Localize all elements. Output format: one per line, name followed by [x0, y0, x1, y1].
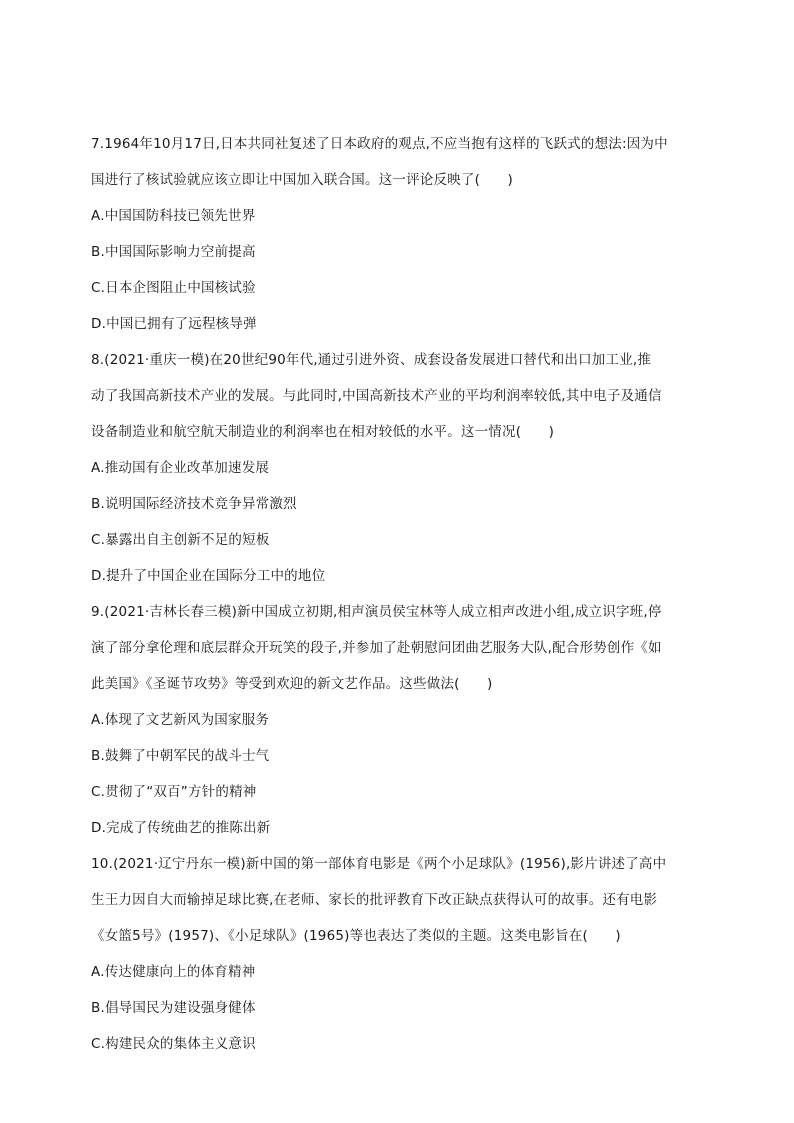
stem-line: 此美国》《圣诞节攻势》等受到欢迎的新文艺作品。这些做法( ) — [91, 676, 493, 692]
question-10 — [91, 846, 704, 1062]
option-a: A.中国国防科技已领先世界 — [91, 208, 256, 224]
stem-line: 国进行了核试验就应该立即让中国加入联合国。这一评论反映了( ) — [91, 172, 513, 188]
question-stem — [91, 846, 704, 954]
stem-line: 演了部分拿伦理和底层群众开玩笑的段子,并参加了赴朝慰问团曲艺服务大队,配合形势创作《如 — [91, 640, 662, 656]
option-c: C.暴露出自主创新不足的短板 — [91, 532, 270, 548]
option-d: D.完成了传统曲艺的推陈出新 — [91, 820, 271, 836]
question-stem — [91, 342, 704, 450]
option-a: A.传达健康向上的体育精神 — [91, 964, 256, 980]
stem-line: 9.(2021·吉林长春三模)新中国成立初期,相声演员侯宝林等人成立相声改进小组,成立识字班,停 — [91, 604, 662, 620]
question-8 — [91, 342, 704, 594]
option-b: B.鼓舞了中朝军民的战斗士气 — [91, 748, 270, 764]
option-c: C.贯彻了“双百”方针的精神 — [91, 784, 257, 800]
question-stem — [91, 594, 704, 702]
question-stem — [91, 126, 704, 198]
stem-line: 8.(2021·重庆一模)在20世纪90年代,通过引进外资、成套设备发展进口替代和出口加工业,推 — [91, 352, 652, 368]
option-c: C.构建民众的集体主义意识 — [91, 1036, 256, 1052]
stem-line: 7.1964年10月17日,日本共同社复述了日本政府的观点,不应当抱有这样的飞跃式的想法:因为中 — [91, 136, 668, 152]
option-d: D.提升了中国企业在国际分工中的地位 — [91, 568, 326, 584]
option-b: B.中国国际影响力空前提高 — [91, 244, 256, 260]
option-d: D.中国已拥有了远程核导弹 — [91, 316, 257, 332]
option-c: C.日本企图阻止中国核试验 — [91, 280, 256, 296]
option-a: A.推动国有企业改革加速发展 — [91, 460, 270, 476]
stem-line: 设备制造业和航空航天制造业的利润率也在相对较低的水平。这一情况( ) — [91, 424, 555, 440]
stem-line: 10.(2021·辽宁丹东一模)新中国的第一部体育电影是《两个小足球队》(1956),影片讲述了高中 — [91, 856, 667, 872]
question-9 — [91, 594, 704, 846]
stem-line: 《女篮5号》(1957)、《小足球队》(1965)等也表达了类似的主题。这类电影旨在( ) — [91, 928, 621, 944]
stem-line: 生王力因自大而输掉足球比赛,在老师、家长的批评教育下改正缺点获得认可的故事。还有电影 — [91, 892, 658, 908]
stem-line: 动了我国高新技术产业的发展。与此同时,中国高新技术产业的平均利润率较低,其中电子及通信 — [91, 388, 662, 404]
question-7 — [91, 126, 704, 342]
option-b: B.说明国际经济技术竞争异常激烈 — [91, 496, 297, 512]
option-a: A.体现了文艺新风为国家服务 — [91, 712, 270, 728]
option-b: B.倡导国民为建设强身健体 — [91, 1000, 256, 1016]
